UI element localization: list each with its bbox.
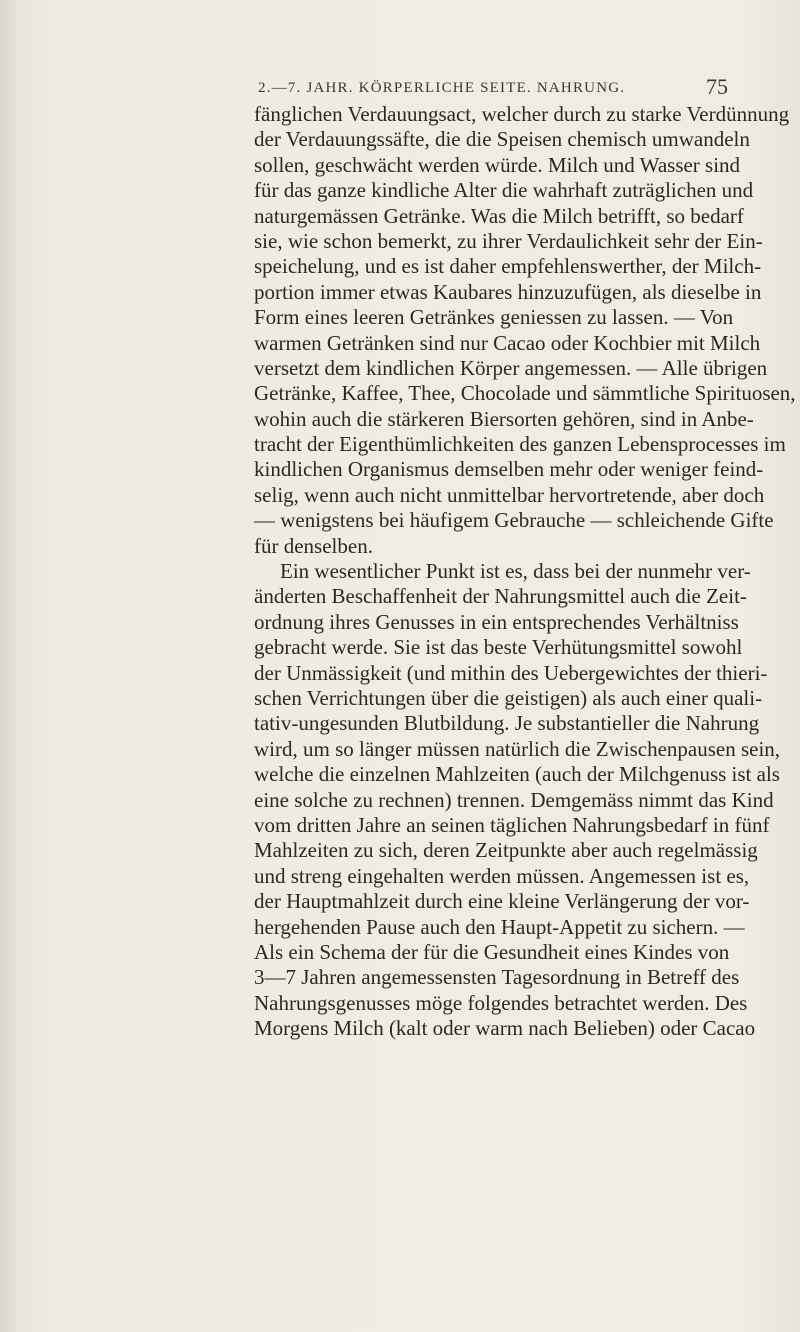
text-line: kindlichen Organismus demselben mehr oder weniger feind- <box>254 457 764 482</box>
text-line: Als ein Schema der für die Gesundheit eines Kindes von <box>254 939 730 964</box>
body-text <box>254 102 796 1041</box>
text-line: Nahrungsgenusses möge folgendes betrachtet werden. Des <box>254 990 748 1015</box>
text-line: Ein wesentlicher Punkt ist es, dass bei der nunmehr ver- <box>280 559 751 584</box>
text-line: Mahlzeiten zu sich, deren Zeitpunkte aber auch regelmässig <box>254 838 758 863</box>
text-line: sollen, geschwächt werden würde. Milch und Wasser sind <box>254 152 741 177</box>
text-line: selig, wenn auch nicht unmittelbar hervortretende, aber doch <box>254 482 765 507</box>
text-line: schen Verrichtungen über die geistigen) als auch einer quali- <box>254 685 763 710</box>
text-line: und streng eingehalten werden müssen. Angemessen ist es, <box>254 863 750 888</box>
text-line: welche die einzelnen Mahlzeiten (auch der Milchgenuss ist als <box>254 762 780 787</box>
running-head: 2.—7. JAHR. KÖRPERLICHE SEITE. NAHRUNG. <box>258 80 626 96</box>
text-line: fänglichen Verdauungsact, welcher durch zu starke Verdünnung <box>254 102 790 126</box>
text-line: Getränke, Kaffee, Thee, Chocolade und sämmtliche Spirituosen, <box>254 381 796 406</box>
text-line: der Verdauungssäfte, die die Speisen chemisch umwandeln <box>254 127 750 152</box>
page-number: 75 <box>706 74 728 99</box>
text-line: speichelung, und es ist daher empfehlenswerther, der Milch- <box>254 254 762 279</box>
text-line: portion immer etwas Kaubares hinzuzufügen, als dieselbe in <box>254 279 762 304</box>
text-line: tativ-ungesunden Blutbildung. Je substantieller die Nahrung <box>254 711 760 736</box>
text-line: vom dritten Jahre an seinen täglichen Nahrungsbedarf in fünf <box>254 812 770 837</box>
text-line: eine solche zu rechnen) trennen. Demgemäss nimmt das Kind <box>254 787 774 812</box>
text-line: Form eines leeren Getränkes geniessen zu lassen. — Von <box>254 305 734 330</box>
text-line: wohin auch die stärkeren Biersorten gehören, sind in Anbe- <box>254 406 754 431</box>
text-line: Morgens Milch (kalt oder warm nach Belieben) oder Cacao <box>254 1016 756 1041</box>
text-line: warmen Getränken sind nur Cacao oder Kochbier mit Milch <box>254 330 761 355</box>
text-line: hergehenden Pause auch den Haupt-Appetit zu sichern. — <box>254 914 745 939</box>
text-line: 3—7 Jahren angemessensten Tagesordnung in Betreff des <box>254 965 740 990</box>
text-line: sie, wie schon bemerkt, zu ihrer Verdaulichkeit sehr der Ein- <box>254 228 763 253</box>
text-line: für das ganze kindliche Alter die wahrhaft zuträglichen und <box>254 178 754 203</box>
text-line: für denselben. <box>254 533 373 558</box>
text-line: der Unmässigkeit (und mithin des Uebergewichtes der thieri- <box>254 660 768 685</box>
text-line: naturgemässen Getränke. Was die Milch betrifft, so bedarf <box>254 203 744 228</box>
text-line: — wenigstens bei häufigem Gebrauche — schleichende Gifte <box>254 508 774 533</box>
text-line: änderten Beschaffenheit der Nahrungsmittel auch die Zeit- <box>254 584 747 609</box>
text-line: gebracht werde. Sie ist das beste Verhütungsmittel sowohl <box>254 635 743 660</box>
text-line: versetzt dem kindlichen Körper angemessen. — Alle übrigen <box>254 355 768 380</box>
text-line: der Hauptmahlzeit durch eine kleine Verlängerung der vor- <box>254 889 750 914</box>
text-line: ordnung ihres Genusses in ein entsprechendes Verhältniss <box>254 609 739 634</box>
text-line: tracht der Eigenthümlichkeiten des ganzen Lebensprocesses im <box>254 432 786 457</box>
text-line: wird, um so länger müssen natürlich die Zwischenpausen sein, <box>254 736 781 761</box>
